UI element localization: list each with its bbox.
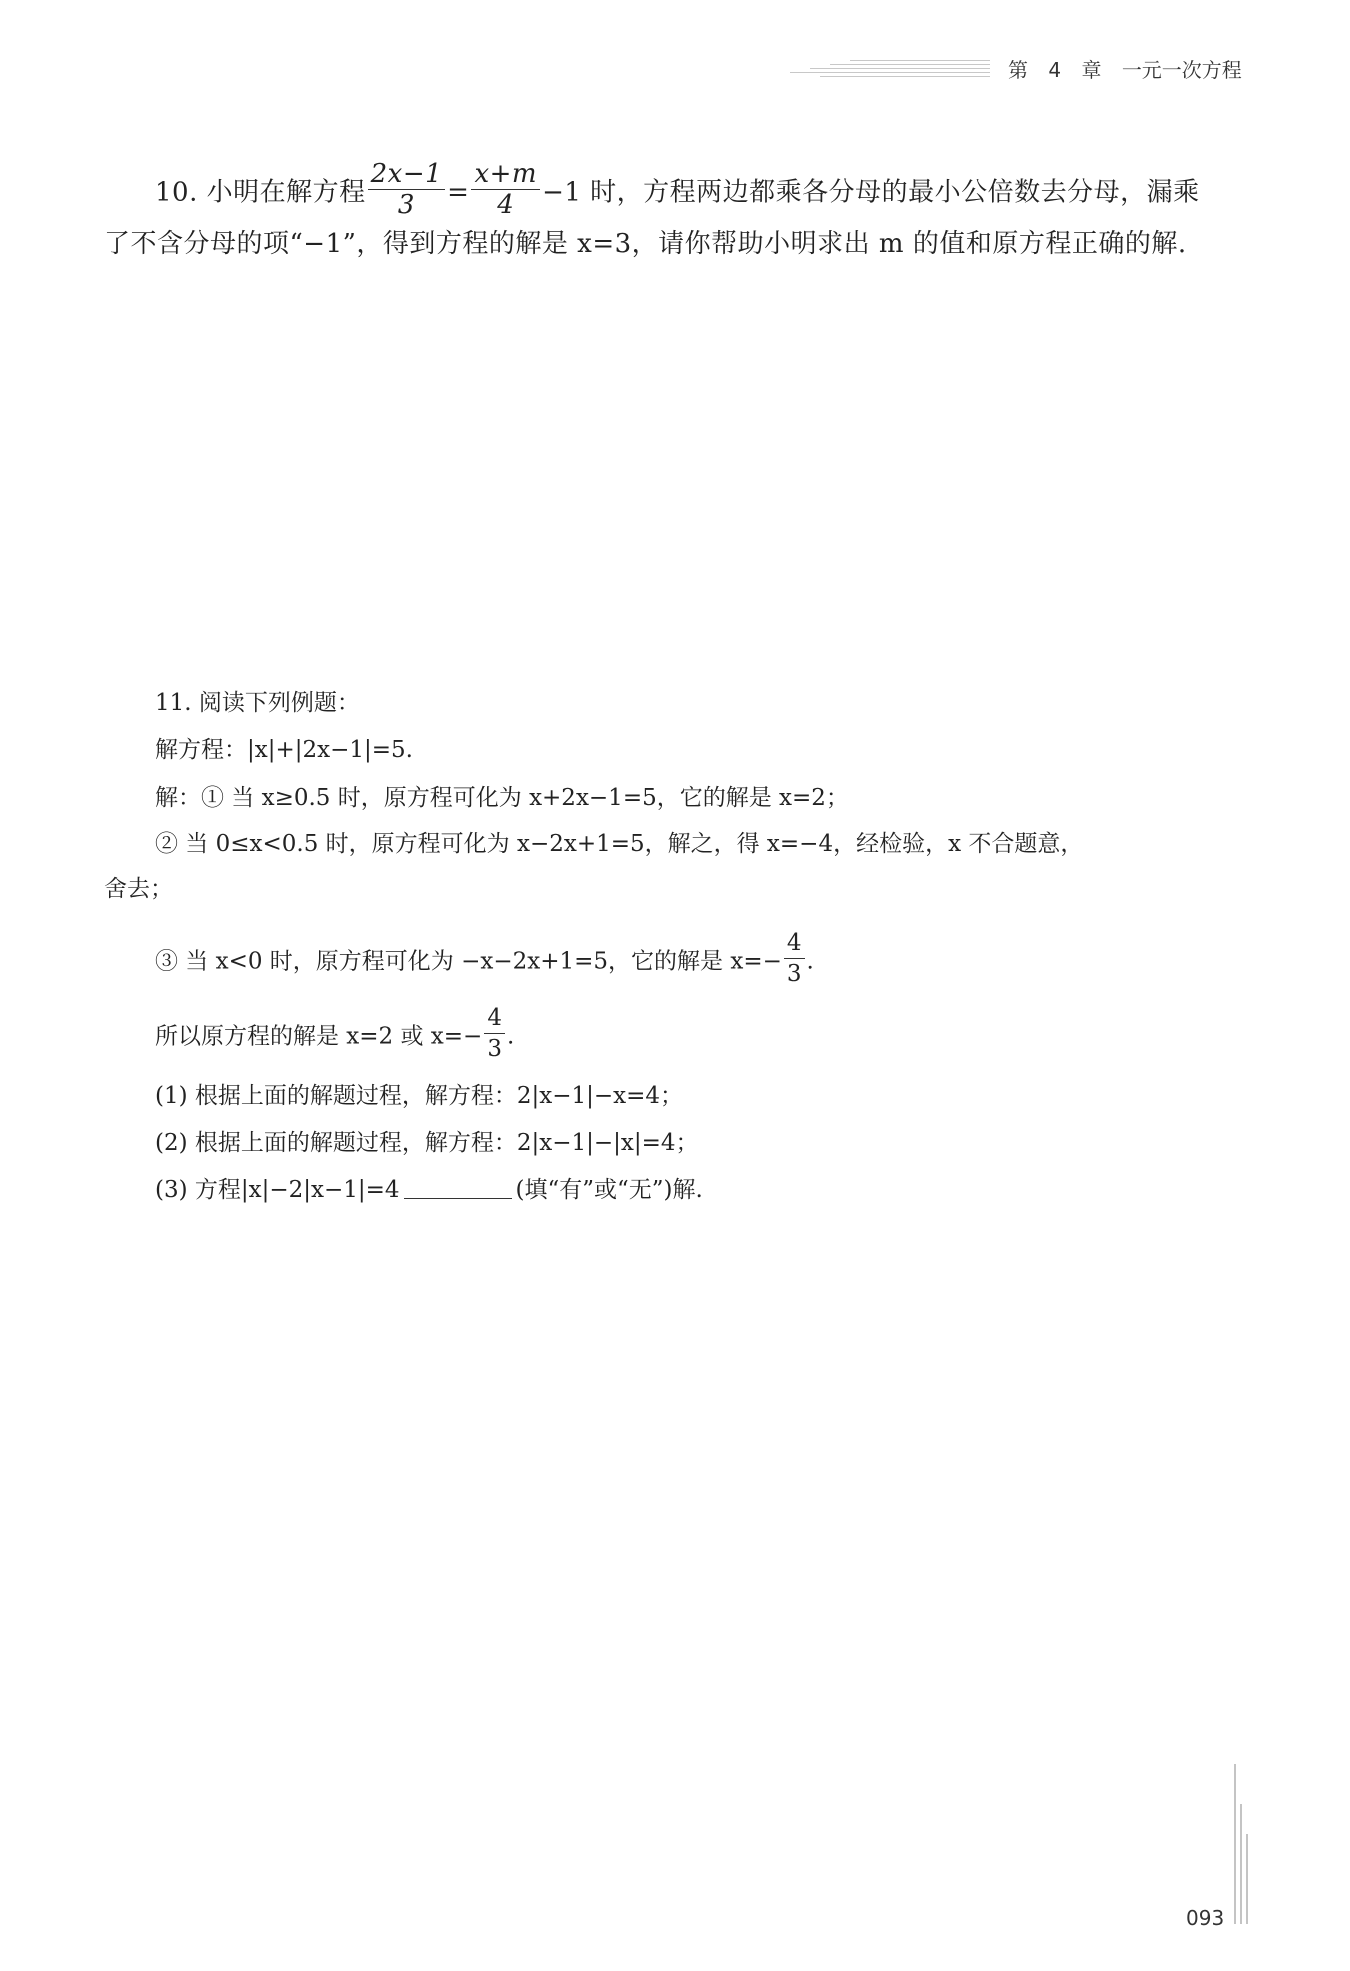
q11-sub1: (1) 根据上面的解题过程，解方程：2|x−1|−x=4； xyxy=(155,1083,684,1109)
footer-decoration xyxy=(1232,1764,1254,1924)
q10-line2: 了不含分母的项“−1”，得到方程的解是 x=3，请你帮助小明求出 m 的值和原方程正确的解. xyxy=(104,229,1187,259)
chapter-header xyxy=(1008,54,1242,83)
q11-sub3: (3) 方程|x|−2|x−1|=4 (填“有”或“无”)解. xyxy=(155,1177,703,1203)
q11-case2-cont: 舍去； xyxy=(104,876,173,902)
q11-sub2: (2) 根据上面的解题过程，解方程：2|x−1|−|x|=4； xyxy=(155,1130,699,1156)
q11-case2: ② 当 0≤x<0.5 时，原方程可化为 x−2x+1=5，解之，得 x=−4，经检验，x 不合题意， xyxy=(155,831,1084,857)
q10-prefix: 10. 小明在解方程 xyxy=(155,177,366,208)
q11-case1: 解：① 当 x≥0.5 时，原方程可化为 x+2x−1=5，它的解是 x=2； xyxy=(155,785,849,811)
q11-conclusion: 所以原方程的解是 x=2 或 x=− $\frac{4}{3}$ . xyxy=(155,1005,515,1062)
answer-blank[interactable] xyxy=(404,1176,512,1199)
conclusion-fraction: $\frac{4}{3}$ xyxy=(484,1003,505,1064)
chapter-number: 第 4 章 xyxy=(1008,58,1102,82)
q11-problem: 解方程：|x|+|2x−1|=5. xyxy=(155,737,413,763)
header-decoration xyxy=(790,58,990,82)
page-number: 093 xyxy=(1186,1906,1225,1930)
chapter-title: 一元一次方程 xyxy=(1121,58,1242,82)
q10-fraction-left: $\frac{2x-1}{3}$ xyxy=(368,159,446,220)
q10-suffix: −1 时，方程两边都乘各分母的最小公倍数去分母，漏乘 xyxy=(542,177,1200,208)
q11-case3: ③ 当 x<0 时，原方程可化为 −x−2x+1=5，它的解是 x=− $\frac{4}{3}$ . xyxy=(155,930,814,987)
q10-fraction-right: $\frac{x+m}{4}$ xyxy=(471,159,540,220)
case3-fraction: $\frac{4}{3}$ xyxy=(784,928,805,989)
q10-line1: 10. 小明在解方程 $\frac{2x-1}{3}$ = $\frac{x+m}{4}$ −1 时，方程两边都乘各分母的最小公倍数去分母，漏乘 xyxy=(155,159,1200,220)
q11-title: 11. 阅读下列例题： xyxy=(155,690,360,716)
